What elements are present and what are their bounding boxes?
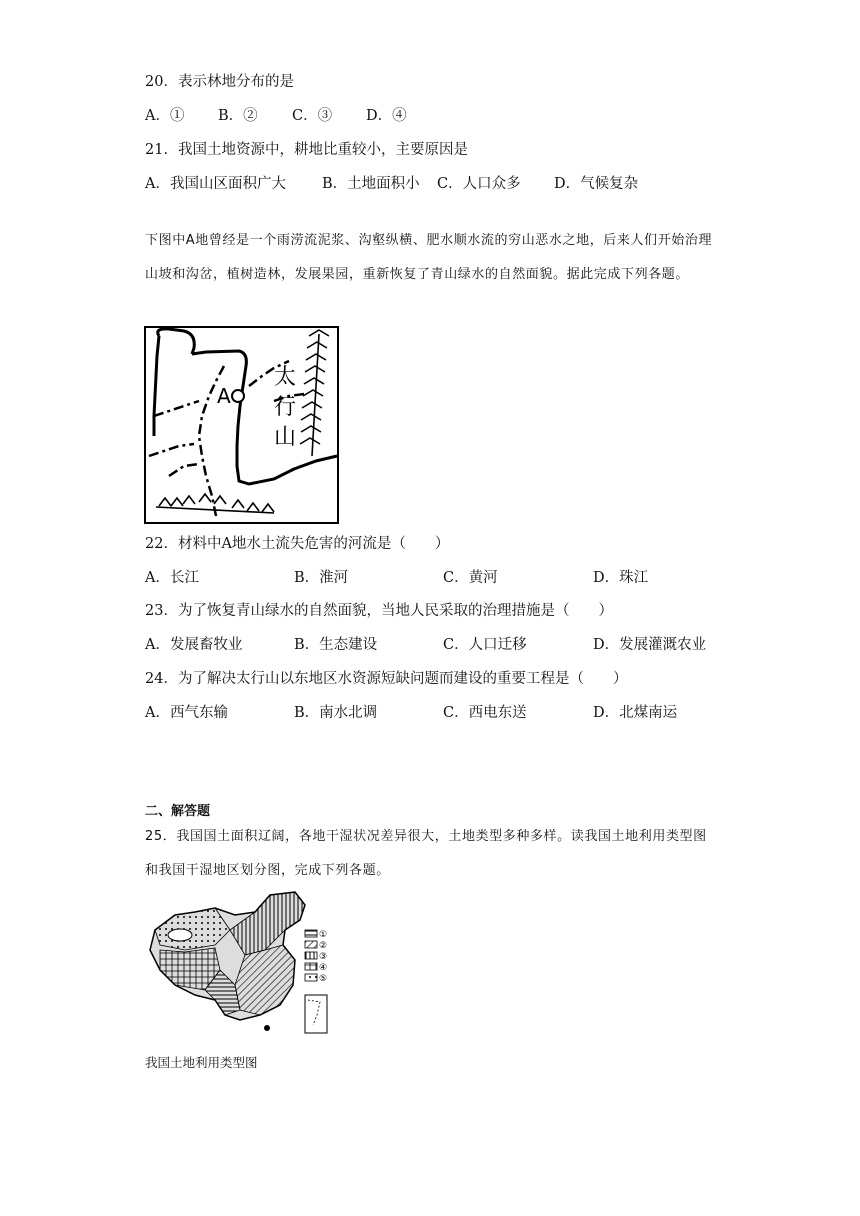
q20-stem: 20．表示林地分布的是 (145, 74, 294, 90)
legend-5: ⑤ (319, 974, 328, 984)
q24-stem: 24．为了解决太行山以东地区水资源短缺问题而建设的重要工程是（ ） (145, 671, 628, 687)
q21-option-d: D．气候复杂 (554, 176, 639, 192)
taihang-region-map (144, 326, 339, 524)
q21-option-a: A．我国山区面积广大 (145, 176, 286, 192)
q22-option-a: A．长江 (145, 570, 199, 586)
q22-option-b: B．淮河 (294, 570, 349, 586)
q24-option-b: B．南水北调 (294, 705, 378, 721)
q21-option-c: C．人口众多 (437, 176, 521, 192)
mountain-label-1: 太 (274, 365, 297, 390)
q23-option-b: B．生态建设 (294, 637, 378, 653)
legend-4: ④ (319, 963, 328, 973)
q25-stem: 25．我国国土面积辽阔，各地干湿状况差异很大，土地类型多种多样。读我国土地利用类型图和我国干湿地区划分图，完成下列各题。 (145, 829, 707, 878)
q20-option-d: D．④ (366, 108, 407, 124)
q24-option-d: D．北煤南运 (593, 705, 678, 721)
map-caption: 我国土地利用类型图 (145, 1055, 258, 1070)
passage-intro: 下图中A地曾经是一个雨涝流泥浆、沟壑纵横、肥水顺水流的穷山恶水之地，后来人们开始治理山坡和沟岔，植树造林，发展果园，重新恢复了青山绿水的自然面貌。据此完成下列各题。 (145, 233, 713, 282)
map-point-a-label: A (217, 384, 231, 408)
q23-stem: 23．为了恢复青山绿水的自然面貌，当地人民采取的治理措施是（ ） (145, 603, 613, 619)
q22-option-c: C．黄河 (443, 570, 498, 586)
mountain-label-2: 行 (274, 395, 297, 420)
q21-option-b: B．土地面积小 (322, 176, 420, 192)
q22-option-d: D．珠江 (593, 570, 649, 586)
q20-option-a: A．① (145, 108, 185, 124)
legend-1: ① (319, 930, 328, 940)
legend-3: ③ (319, 952, 328, 962)
q21-stem: 21．我国土地资源中，耕地比重较小，主要原因是 (145, 142, 468, 158)
q24-option-c: C．西电东送 (443, 705, 527, 721)
q23-option-c: C．人口迁移 (443, 637, 527, 653)
section-heading: 二、解答题 (145, 804, 211, 819)
q23-option-a: A．发展畜牧业 (145, 637, 243, 653)
q22-stem: 22．材料中A地水土流失危害的河流是（ ） (145, 536, 450, 552)
china-land-use-map (145, 890, 335, 1040)
q24-option-a: A．西气东输 (145, 705, 228, 721)
mountain-label-3: 山 (274, 425, 297, 450)
q20-option-c: C．③ (292, 108, 333, 124)
legend-2: ② (319, 941, 328, 951)
q20-option-b: B．② (218, 108, 258, 124)
q23-option-d: D．发展灌溉农业 (593, 637, 707, 653)
